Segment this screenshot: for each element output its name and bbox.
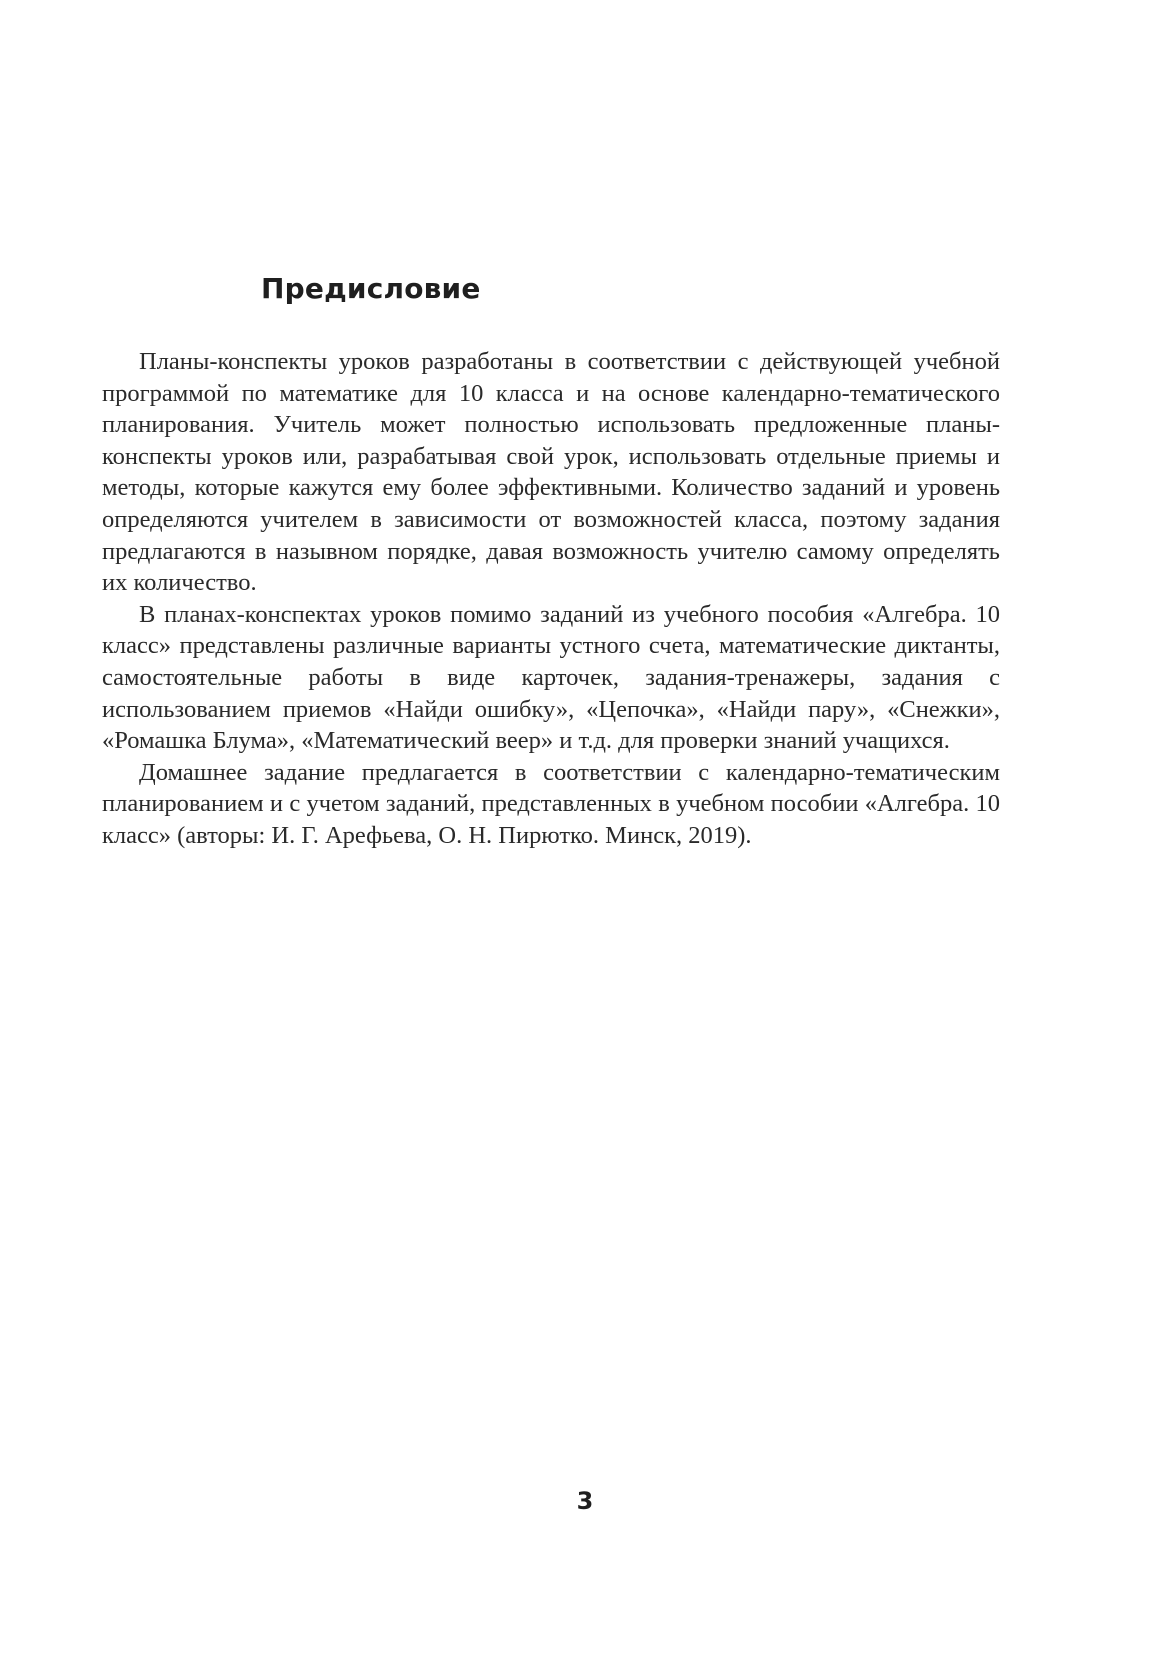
body-text: [102, 346, 1000, 852]
paragraph-3: Домашнее задание предлагается в соответствии с календарно-тематическим планированием и с учетом заданий, представленных в учебном пособии «Алгебра. 10 класс» (авторы: И. Г. Арефьева, О. Н. Пирютко. Минск, 2019).: [102, 758, 1000, 849]
paragraph-1: Планы-конспекты уроков разработаны в соответствии с действующей учебной программой по математике для 10 класса и на основе календарно-тематического планирования. Учитель может полностью использовать предложенные планы-конспекты уроков или, разрабатывая свой урок, использовать отдельные приемы и методы, которые кажутся ему более эффективными. Количество заданий и уровень определяются учителем в зависимости от возможностей класса, поэтому задания предлагаются в назывном порядке, давая возможность учителю самому определять их количество.: [102, 348, 1000, 597]
page-title: Предисловие: [261, 272, 481, 305]
paragraph-2: В планах-конспектах уроков помимо заданий из учебного пособия «Алгебра. 10 класс» представлены различные варианты устного счета, математические диктанты, самостоятельные работы в виде карточек, задания-тренажеры, задания с использованием приемов «Найди ошибку», «Цепочка», «Найди пару», «Снежки», «Ромашка Блума», «Математический веер» и т.д. для проверки знаний учащихся.: [102, 600, 1000, 755]
page-number: 3: [576, 1487, 594, 1515]
